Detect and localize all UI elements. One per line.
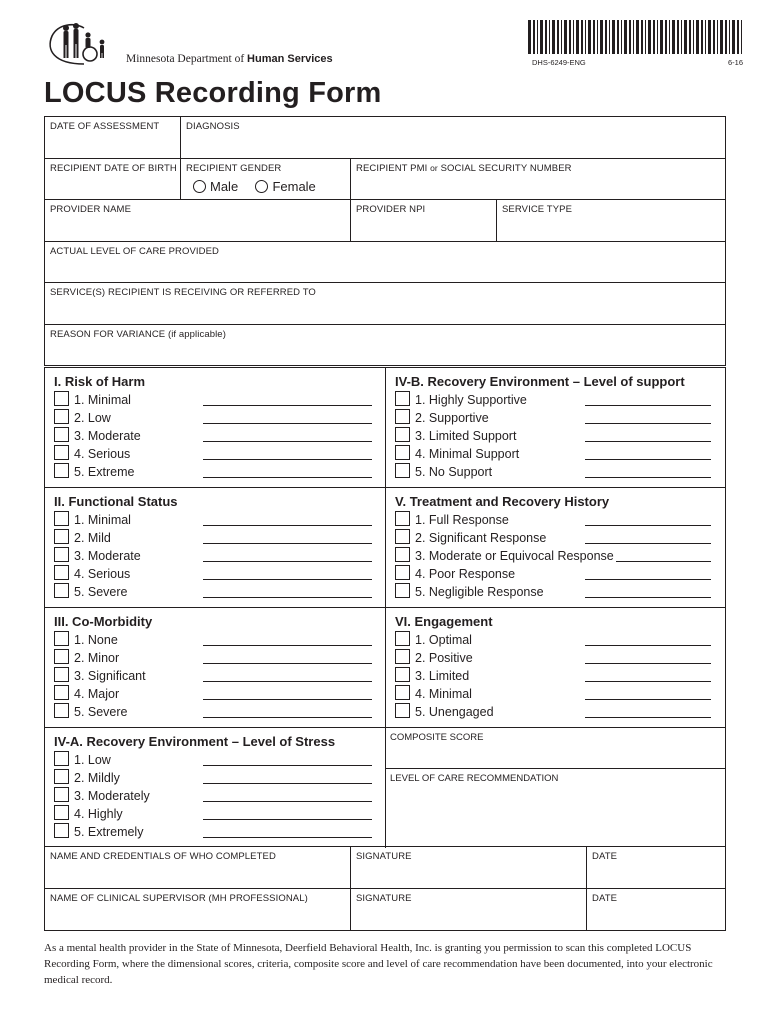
- dimension-treatment-history: [386, 488, 725, 607]
- barcode-bar: [677, 20, 679, 54]
- dhs-logo-icon: [44, 20, 124, 66]
- dimension-risk-of-harm: [45, 368, 385, 487]
- fill-in-line[interactable]: [203, 681, 372, 682]
- option-label: 1. Full Response: [415, 513, 509, 527]
- option-label: 2. Positive: [415, 651, 473, 665]
- checkbox-icon[interactable]: [54, 391, 69, 406]
- fill-in-line[interactable]: [203, 699, 372, 700]
- dimension-option[interactable]: [395, 685, 472, 703]
- option-label: 2. Mildly: [74, 771, 120, 785]
- dimension-engagement: [386, 608, 725, 727]
- barcode-bar: [540, 20, 543, 54]
- recipient-pmi-field[interactable]: RECIPIENT PMI or SOCIAL SECURITY NUMBER: [351, 159, 725, 200]
- dimension-option[interactable]: [395, 463, 492, 481]
- barcode-bar: [689, 20, 691, 54]
- checkbox-icon[interactable]: [54, 565, 69, 580]
- option-label: 1. Low: [74, 753, 111, 767]
- fill-in-line[interactable]: [585, 579, 711, 580]
- provider-npi-field[interactable]: PROVIDER NPI: [351, 200, 497, 242]
- checkbox-icon[interactable]: [395, 565, 410, 580]
- barcode-bar: [693, 20, 694, 54]
- fill-in-line[interactable]: [585, 663, 711, 664]
- dimension-option[interactable]: [395, 427, 516, 445]
- fill-in-line[interactable]: [203, 525, 372, 526]
- barcode-bar: [696, 20, 699, 54]
- option-label: 4. Highly: [74, 807, 123, 821]
- barcode-bar: [585, 20, 586, 54]
- barcode-bar: [729, 20, 730, 54]
- barcode-bar: [600, 20, 603, 54]
- barcode-bar: [660, 20, 663, 54]
- dimension-option[interactable]: [54, 769, 120, 787]
- barcode-bar: [561, 20, 562, 54]
- barcode-bar: [629, 20, 631, 54]
- fill-in-line[interactable]: [585, 681, 711, 682]
- checkbox-icon[interactable]: [395, 427, 410, 442]
- checkbox-icon[interactable]: [54, 463, 69, 478]
- fill-in-line[interactable]: [203, 597, 372, 598]
- checkbox-icon[interactable]: [54, 787, 69, 802]
- barcode-bar: [557, 20, 559, 54]
- checkbox-icon[interactable]: [54, 685, 69, 700]
- dimension-option[interactable]: [54, 445, 130, 463]
- dimension-option[interactable]: [395, 391, 527, 409]
- dimension-option[interactable]: [54, 529, 111, 547]
- option-label: 4. Major: [74, 687, 120, 701]
- barcode-bar: [573, 20, 574, 54]
- option-label: 3. Moderately: [74, 789, 150, 803]
- signature-table: [44, 847, 726, 931]
- date-field-1[interactable]: DATE: [587, 847, 725, 889]
- checkbox-icon[interactable]: [395, 445, 410, 460]
- option-label: 4. Minimal Support: [415, 447, 520, 461]
- checkbox-icon[interactable]: [54, 547, 69, 562]
- barcode-bar: [636, 20, 639, 54]
- fill-in-line[interactable]: [203, 543, 372, 544]
- barcode-bar: [672, 20, 675, 54]
- composite-score-field[interactable]: COMPOSITE SCORE: [390, 732, 484, 743]
- dimension-option[interactable]: [54, 751, 111, 769]
- option-label: 1. Minimal: [74, 513, 131, 527]
- barcode-bar: [537, 20, 538, 54]
- option-label: 1. Optimal: [415, 633, 472, 647]
- checkbox-icon[interactable]: [54, 667, 69, 682]
- checkbox-icon[interactable]: [54, 511, 69, 526]
- option-label: 5. Extremely: [74, 825, 144, 839]
- checkbox-icon[interactable]: [395, 547, 410, 562]
- dimension-option[interactable]: [54, 667, 146, 685]
- checkbox-icon[interactable]: [395, 529, 410, 544]
- dimension-recovery-stress: [45, 728, 385, 847]
- dimension-option[interactable]: [395, 583, 544, 601]
- barcode-bar: [720, 20, 723, 54]
- dimension-title: V. Treatment and Recovery History: [395, 494, 610, 509]
- option-label: 5. Severe: [74, 585, 128, 599]
- fill-in-line[interactable]: [203, 561, 372, 562]
- fill-in-line[interactable]: [203, 837, 372, 838]
- recipient-dob-field[interactable]: RECIPIENT DATE OF BIRTH: [45, 159, 181, 200]
- dimension-option[interactable]: [54, 391, 131, 409]
- dimension-option[interactable]: [395, 703, 494, 721]
- dimension-option[interactable]: [54, 511, 131, 529]
- option-label: 3. Significant: [74, 669, 146, 683]
- dimension-option[interactable]: [54, 565, 130, 583]
- department-name: Minnesota Department of Human Services: [126, 53, 333, 65]
- option-label: 5. Negligible Response: [415, 585, 544, 599]
- checkbox-icon[interactable]: [395, 511, 410, 526]
- dimension-option[interactable]: [54, 547, 141, 565]
- dimension-title: IV-B. Recovery Environment – Level of support: [395, 374, 685, 389]
- barcode-bar: [605, 20, 607, 54]
- checkbox-icon[interactable]: [395, 583, 410, 598]
- barcode-bar: [549, 20, 550, 54]
- barcode-bar: [737, 20, 739, 54]
- dimension-recovery-support: [386, 368, 725, 487]
- barcode-bar: [617, 20, 619, 54]
- barcode-bar: [665, 20, 667, 54]
- fill-in-line[interactable]: [203, 423, 372, 424]
- checkbox-icon[interactable]: [54, 409, 69, 424]
- reason-for-variance-field[interactable]: REASON FOR VARIANCE (if applicable): [50, 329, 226, 340]
- checkbox-icon[interactable]: [54, 751, 69, 766]
- checkbox-icon[interactable]: [395, 703, 410, 718]
- dimension-functional-status: [45, 488, 385, 607]
- fill-in-line[interactable]: [203, 717, 372, 718]
- dimension-scores-grid: [44, 367, 726, 847]
- barcode-bar: [612, 20, 615, 54]
- barcode-bar: [681, 20, 682, 54]
- checkbox-icon[interactable]: [54, 703, 69, 718]
- fill-in-line[interactable]: [203, 579, 372, 580]
- option-label: 5. Unengaged: [415, 705, 494, 719]
- dimension-option[interactable]: [54, 805, 123, 823]
- dimension-option[interactable]: [54, 649, 119, 667]
- fill-in-line[interactable]: [585, 477, 711, 478]
- dimension-option[interactable]: [54, 409, 111, 427]
- fill-in-line[interactable]: [203, 645, 372, 646]
- form-date: 6-16: [728, 58, 744, 67]
- checkbox-icon[interactable]: [395, 685, 410, 700]
- checkbox-icon[interactable]: [395, 391, 410, 406]
- level-of-care-recommendation-field[interactable]: LEVEL OF CARE RECOMMENDATION: [390, 773, 559, 784]
- fill-in-line[interactable]: [203, 477, 372, 478]
- checkbox-icon[interactable]: [395, 631, 410, 646]
- barcode-bar: [669, 20, 670, 54]
- barcode-bar: [624, 20, 627, 54]
- barcode-bar: [684, 20, 687, 54]
- fill-in-line[interactable]: [585, 717, 711, 718]
- dimension-option[interactable]: [395, 445, 519, 463]
- option-label: 4. Poor Response: [415, 567, 516, 581]
- checkbox-icon[interactable]: [54, 769, 69, 784]
- fill-in-line[interactable]: [203, 405, 372, 406]
- option-label: 2. Low: [74, 411, 111, 425]
- dimension-title: III. Co-Morbidity: [54, 614, 153, 629]
- option-label: 3. Limited: [415, 669, 470, 683]
- barcode-bar: [708, 20, 711, 54]
- permission-note: As a mental health provider in the State of Minnesota, Deerfield Behavioral Health, Inc. is granting you permission to scan this completed LOCUS Recording Form, where the dimensional scores, criteria, composite score and level of care recommendation have been documented, into your electronic medical record.: [44, 942, 713, 986]
- gender-male-radio[interactable]: Male: [193, 179, 238, 194]
- checkbox-icon[interactable]: [54, 427, 69, 442]
- barcode-bar: [545, 20, 547, 54]
- option-label: 1. Minimal: [74, 393, 131, 407]
- option-label: 1. None: [74, 633, 118, 647]
- service-type-field[interactable]: SERVICE TYPE: [497, 200, 725, 242]
- barcode-bar: [621, 20, 622, 54]
- barcode-bar: [609, 20, 610, 54]
- option-label: 3. Limited Support: [415, 429, 517, 443]
- barcode-bar: [648, 20, 651, 54]
- barcode-bar: [701, 20, 703, 54]
- recipient-gender-field: RECIPIENT GENDER Male Female: [181, 159, 351, 200]
- fill-in-line[interactable]: [203, 441, 372, 442]
- dimension-option[interactable]: [54, 787, 150, 805]
- option-label: 1. Highly Supportive: [415, 393, 527, 407]
- barcode-bar: [705, 20, 706, 54]
- option-label: 5. Severe: [74, 705, 128, 719]
- barcode-bar: [641, 20, 643, 54]
- checkbox-icon[interactable]: [395, 667, 410, 682]
- fill-in-line[interactable]: [585, 423, 711, 424]
- dimension-title: II. Functional Status: [54, 494, 178, 509]
- fill-in-line[interactable]: [203, 783, 372, 784]
- barcode-bar: [653, 20, 655, 54]
- fill-in-line[interactable]: [616, 561, 711, 562]
- dimension-option[interactable]: [54, 427, 141, 445]
- barcode-icon: [528, 20, 746, 54]
- actual-level-of-care-field[interactable]: ACTUAL LEVEL OF CARE PROVIDED: [45, 242, 725, 283]
- checkbox-icon[interactable]: [54, 631, 69, 646]
- checkbox-icon[interactable]: [54, 805, 69, 820]
- dimension-option[interactable]: [395, 529, 546, 547]
- fill-in-line[interactable]: [585, 525, 711, 526]
- dimension-option[interactable]: [54, 823, 143, 841]
- page-title: LOCUS Recording Form: [44, 77, 382, 109]
- dimension-title: VI. Engagement: [395, 614, 493, 629]
- dimension-option[interactable]: [54, 703, 128, 721]
- checkbox-icon[interactable]: [54, 529, 69, 544]
- dimension-option[interactable]: [54, 631, 118, 649]
- barcode-bar: [564, 20, 567, 54]
- clinical-supervisor-field[interactable]: NAME OF CLINICAL SUPERVISOR (MH PROFESSIONAL): [45, 889, 351, 930]
- fill-in-line[interactable]: [585, 405, 711, 406]
- barcode-bar: [725, 20, 727, 54]
- dimension-option[interactable]: [395, 547, 614, 565]
- option-label: 2. Significant Response: [415, 531, 547, 545]
- option-label: 4. Serious: [74, 567, 131, 581]
- provider-name-field[interactable]: PROVIDER NAME: [45, 200, 351, 242]
- barcode-bar: [732, 20, 735, 54]
- option-label: 4. Minimal: [415, 687, 472, 701]
- barcode-bar: [576, 20, 579, 54]
- barcode-bar: [633, 20, 634, 54]
- dimension-title: IV-A. Recovery Environment – Level of Stress: [54, 734, 336, 749]
- option-label: 5. Extreme: [74, 465, 135, 479]
- dimension-option[interactable]: [395, 631, 472, 649]
- diagnosis-field[interactable]: DIAGNOSIS: [181, 117, 725, 159]
- dimension-option[interactable]: [395, 565, 515, 583]
- fill-in-line[interactable]: [585, 459, 711, 460]
- dimension-option[interactable]: [395, 409, 489, 427]
- barcode-bar: [588, 20, 591, 54]
- fill-in-line[interactable]: [585, 699, 711, 700]
- checkbox-icon[interactable]: [54, 649, 69, 664]
- fill-in-line[interactable]: [585, 645, 711, 646]
- checkbox-icon[interactable]: [54, 823, 69, 838]
- gender-female-radio[interactable]: Female: [255, 179, 315, 194]
- fill-in-line[interactable]: [585, 441, 711, 442]
- fill-in-line[interactable]: [203, 663, 372, 664]
- barcode-bar: [717, 20, 718, 54]
- dimension-co-morbidity: [45, 608, 385, 727]
- signature-field-1[interactable]: SIGNATURE: [351, 847, 587, 889]
- barcode-bar: [741, 20, 742, 54]
- option-label: 3. Moderate or Equivocal Response: [415, 549, 614, 563]
- barcode-bar: [581, 20, 583, 54]
- services-receiving-field[interactable]: SERVICE(S) RECIPIENT IS RECEIVING OR REFERRED TO: [45, 283, 725, 325]
- barcode-bar: [657, 20, 658, 54]
- signature-field-2[interactable]: SIGNATURE: [351, 889, 587, 930]
- dimension-option[interactable]: [395, 649, 473, 667]
- dimension-title: I. Risk of Harm: [54, 374, 146, 389]
- checkbox-icon[interactable]: [395, 649, 410, 664]
- option-label: 3. Moderate: [74, 549, 141, 563]
- option-label: 2. Supportive: [415, 411, 489, 425]
- completed-by-field[interactable]: NAME AND CREDENTIALS OF WHO COMPLETED: [45, 847, 351, 889]
- fill-in-line[interactable]: [203, 819, 372, 820]
- option-label: 5. No Support: [415, 465, 493, 479]
- barcode-bar: [552, 20, 555, 54]
- option-label: 2. Mild: [74, 531, 111, 545]
- dimension-option[interactable]: [395, 667, 469, 685]
- barcode-bar: [645, 20, 646, 54]
- form-number: DHS-6249-ENG: [532, 58, 586, 67]
- dimension-option[interactable]: [54, 463, 134, 481]
- barcode-bar: [528, 20, 531, 54]
- barcode-bar: [597, 20, 598, 54]
- option-label: 4. Serious: [74, 447, 131, 461]
- option-label: 2. Minor: [74, 651, 120, 665]
- fill-in-line[interactable]: [203, 765, 372, 766]
- checkbox-icon[interactable]: [395, 463, 410, 478]
- date-field-2[interactable]: DATE: [592, 893, 618, 904]
- checkbox-icon[interactable]: [54, 583, 69, 598]
- fill-in-line[interactable]: [585, 543, 711, 544]
- dimension-option[interactable]: [54, 685, 119, 703]
- fill-in-line[interactable]: [203, 459, 372, 460]
- checkbox-icon[interactable]: [54, 445, 69, 460]
- barcode-bar: [569, 20, 571, 54]
- dimension-option[interactable]: [54, 583, 128, 601]
- fill-in-line[interactable]: [585, 597, 711, 598]
- fill-in-line[interactable]: [203, 801, 372, 802]
- barcode-bar: [593, 20, 595, 54]
- barcode-bar: [533, 20, 535, 54]
- recipient-info-table: [44, 116, 726, 366]
- barcode-bar: [713, 20, 715, 54]
- option-label: 3. Moderate: [74, 429, 141, 443]
- checkbox-icon[interactable]: [395, 409, 410, 424]
- date-of-assessment-field[interactable]: DATE OF ASSESSMENT: [45, 117, 181, 159]
- dimension-option[interactable]: [395, 511, 509, 529]
